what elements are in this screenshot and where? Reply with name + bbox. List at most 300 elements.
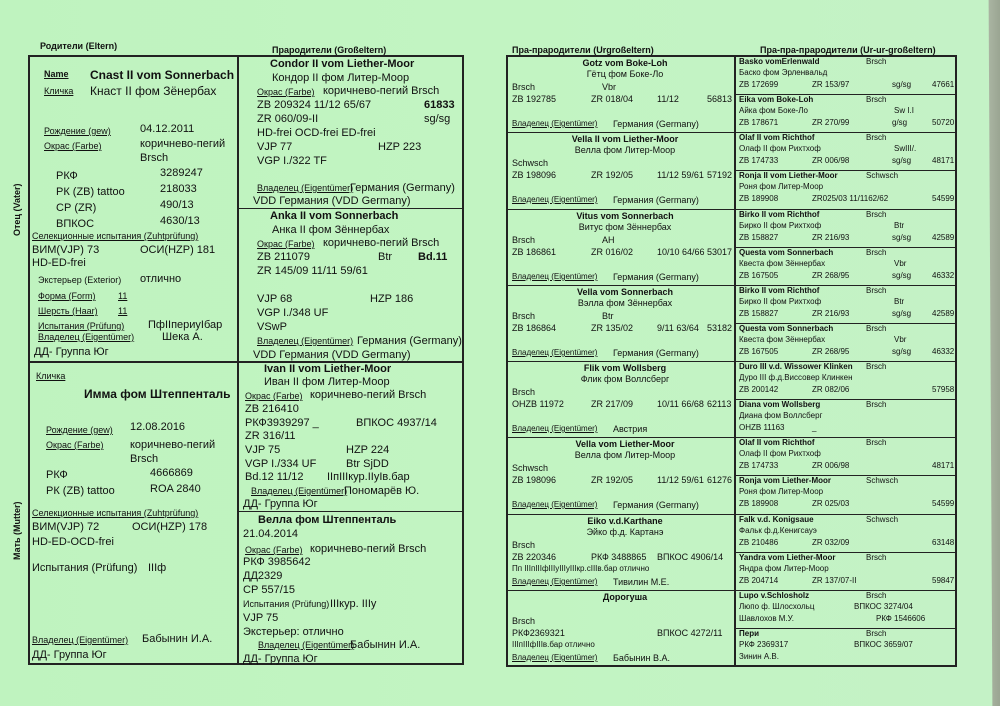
gggp-name: Eika vom Boke-Loh — [739, 95, 814, 104]
gggp-nick: Квеста фом Зённербах — [739, 259, 826, 268]
ggp-owner: Австрия — [613, 424, 648, 434]
gggp-name: Yandra vom Liether-Moor — [739, 553, 836, 562]
gp1-extra2: sg/sg — [424, 113, 451, 125]
gggp-n: 63148 — [932, 538, 955, 547]
gp4-line2: ДД2329 — [243, 570, 283, 582]
gggp-n: 57958 — [932, 385, 955, 394]
gp2-line5: VGP I./348 UF — [257, 307, 329, 319]
gggp-zb: ZB 174733 — [739, 461, 779, 470]
father-zb-label: РК (ZB) tattoo — [56, 186, 125, 198]
gp3-line1: ZB 216410 — [245, 403, 299, 415]
gp4-owner-label: Владелец (Eigentümer) — [258, 640, 355, 650]
gggp-zb: ВПКОС 3274/04 — [854, 602, 913, 611]
gp2-line4: VJP 68 — [257, 293, 293, 305]
father-dob: 04.12.2011 — [140, 123, 195, 135]
gp1-line4: VJP 77 — [257, 141, 293, 153]
gp1-breeder: VDD Германия (VDD Germany) — [253, 195, 411, 207]
gggp-nick: Бирко II фом Рихтхоф — [739, 297, 822, 306]
gp2-color: коричнево-пегий Brsch — [323, 237, 440, 249]
gp3-line3: ZR 316/11 — [245, 430, 296, 442]
gggp-zr: ZR 137/07-II — [812, 576, 857, 585]
gggp-name: Basko vomErlenwald — [739, 57, 820, 66]
gggp-c2: SwIII/. — [894, 144, 917, 153]
father-owner-label: Владелец (Eigentümer) — [38, 332, 135, 342]
mother-tests-label: Испытания (Prüfung) — [32, 562, 138, 574]
gggp-nick: Олаф II фом Рихтхоф — [739, 449, 821, 458]
father-hair-label: Шерсть (Haar) — [38, 306, 98, 316]
gggp-nick: Люпо ф. Шлосхольц — [739, 602, 815, 611]
father-vpkos: 4630/13 — [160, 215, 200, 227]
ggp-owner: Бабынин В.А. — [613, 653, 671, 663]
gggp-g: g/sg — [892, 118, 908, 127]
mother-owner: Бабынин И.А. — [142, 633, 213, 645]
gp4-tests: IIIкур. IIIу — [330, 598, 377, 610]
gp4-line3: СР 557/15 — [243, 584, 295, 596]
father-zb: 218033 — [160, 183, 197, 195]
gp2-nick: Анка II фом Зённербах — [272, 224, 390, 236]
ggp-zb: ZB 198096 — [512, 170, 557, 180]
father-mother-divider — [28, 361, 464, 363]
gp4-name: Велла фом Штеппенталь — [258, 514, 397, 526]
gp3-owner: Пономарёв Ю. — [344, 485, 420, 497]
header-great-great-grandparents: Пра-пра-прародители (Ur-ur-großeltern) — [760, 45, 936, 55]
gggp-zr: _ — [812, 423, 817, 432]
gggp-n: 46332 — [932, 271, 955, 280]
gggp-g: sg/sg — [892, 271, 912, 280]
father-rkf-label: РКФ — [56, 170, 78, 182]
ggp-zb: ZB 220346 — [512, 552, 557, 562]
gggp-nick: Айка фом Боке-Ло — [739, 106, 809, 115]
ggp-zr: ZR 018/04 — [591, 94, 634, 104]
gggp-name: Questa vom Sonnerbach — [739, 324, 834, 333]
ggp-zr: ZR 192/05 — [591, 475, 634, 485]
ggp-owner-label: Владелец (Eigentümer) — [512, 577, 598, 586]
gp1-owner-label: Владелец (Eigentümer) — [257, 183, 354, 193]
parents-divider — [237, 56, 239, 664]
gggp-nick: Яндра фом Литер-Моор — [739, 564, 829, 573]
gggp-c: Brsch — [866, 362, 887, 371]
gp4-color: коричнево-пегий Brsch — [310, 543, 427, 555]
gggp-zb: ZB 174733 — [739, 156, 779, 165]
ggp-c1: Brsch — [512, 235, 536, 245]
ggp-cell-divider — [507, 132, 734, 133]
ggp-name: Vitus vom Sonnerbach — [576, 211, 674, 221]
gggp-name: Duro III v.d. Wissower Klinken — [739, 362, 853, 371]
gp1-line3: HD-frei OCD-frei ED-frei — [257, 127, 376, 139]
gggp-c2: Btr — [894, 297, 905, 306]
ggp-c2: Btr — [602, 311, 614, 321]
father-tests-label: Испытания (Prüfung) — [38, 321, 125, 331]
gggp-zr: ZR 032/09 — [812, 538, 850, 547]
ggp-nick: Флик фом Воллсберг — [580, 374, 670, 384]
father-form-label: Форма (Form) — [38, 291, 96, 301]
gp1-nick: Кондор II фом Литер-Моор — [272, 72, 410, 84]
gggp-zb: ВПКОС 3659/07 — [854, 640, 913, 649]
ggp-c1: Schwsch — [512, 158, 549, 168]
gp3-breeder: ДД- Группа Юг — [243, 498, 318, 510]
father-name: Cnast II vom Sonnerbach — [90, 68, 235, 82]
gggp-g: sg/sg — [892, 80, 912, 89]
ggp-d: 9/11 63/64 — [657, 323, 699, 333]
ggp-n: 53182 — [707, 323, 733, 333]
gp3-extra2: HZP 224 — [346, 444, 390, 456]
gggp-zr: ZR 006/98 — [812, 461, 850, 470]
father-color-label: Окрас (Farbe) — [44, 141, 102, 151]
gp3-color-label: Окрас (Farbe) — [245, 391, 303, 401]
mother-rkf-label: РКФ — [46, 469, 68, 481]
gggp-zb: ZB 178671 — [739, 118, 779, 127]
gggp-c: Brsch — [866, 248, 887, 257]
gggp-c: Brsch — [866, 95, 887, 104]
father-color: коричнево-пегий — [140, 138, 226, 150]
gggp-name: Olaf II vom Richthof — [739, 438, 815, 447]
gggp-n: 50720 — [932, 118, 955, 127]
ggp-name: Vella II vom Liether-Moor — [571, 134, 679, 144]
gggp-nick: Дуро III ф.д.Виссовер Клинкен — [739, 373, 853, 382]
gggp-nick: Роня фом Литер-Моор — [739, 182, 824, 191]
header-great-grandparents: Пра-прародители (Urgroßeltern) — [512, 45, 654, 55]
ggp-d: 11/12 59/61 — [657, 475, 704, 485]
father-breeder: ДД- Группа Юг — [34, 346, 109, 358]
ggp-owner-label: Владелец (Eigentümer) — [512, 500, 598, 509]
gggp-c2: Vbr — [894, 335, 907, 344]
ggp-cell-divider — [507, 590, 734, 591]
gggp-c: Brsch — [866, 591, 887, 600]
ggp-c1: Brsch — [512, 540, 536, 550]
gp3-owner-label: Владелец (Eigentümer) — [251, 486, 348, 496]
father-hair: 11 — [118, 306, 128, 316]
father-ext: отлично — [140, 273, 182, 285]
gggp-c: Brsch — [866, 57, 887, 66]
gggp-zr: ZR 216/93 — [812, 309, 850, 318]
father-tests: ПфIIпериуIбар — [148, 319, 223, 331]
ggp-n: 61276 — [707, 475, 733, 485]
gggp-zr: ZR 268/95 — [812, 347, 850, 356]
ggp-zb: OHZB 11972 — [512, 399, 564, 409]
father-zr: 490/13 — [160, 199, 194, 211]
gggp-nick: Квеста фом Зённербах — [739, 335, 826, 344]
ggp-name: Vella vom Liether-Moor — [575, 439, 675, 449]
father-select-label: Селекционные испытания (Zuhtprüfung) — [32, 231, 199, 241]
ggp-nick: Эйко ф.д. Картанэ — [586, 527, 664, 537]
gp2-name: Anka II vom Sonnerbach — [270, 210, 399, 222]
gggp-n: 46332 — [932, 347, 955, 356]
gggp-zr: ZR025/03 11/1162/62 — [812, 194, 889, 203]
gggp-c: Schwsch — [866, 171, 899, 180]
ggp-extra: Пп IIIпIIIфIIIуIIIуIIIкр.сIIIв.бар отлично — [512, 564, 650, 573]
ggp-owner-label: Владелец (Eigentümer) — [512, 424, 598, 433]
ggp-zb: ZB 186864 — [512, 323, 557, 333]
ggp-zb: ZB 198096 — [512, 475, 557, 485]
gggp-zb: ZB 167505 — [739, 271, 779, 280]
gp3-line4: VJP 75 — [245, 444, 281, 456]
gggp-c2: Btr — [894, 221, 905, 230]
gggp-zb: ZB 189908 — [739, 499, 779, 508]
gggp-name: Questa vom Sonnerbach — [739, 248, 834, 257]
mother-tests: IIIф — [148, 562, 167, 574]
father-name-label: Name — [44, 69, 69, 79]
mother-color-label: Окрас (Farbe) — [46, 440, 104, 450]
gggp-zb: ZB 204714 — [739, 576, 779, 585]
gp4-ext: Экстерьер: отлично — [243, 626, 344, 638]
gggp-name: Diana vom Wollsberg — [739, 400, 821, 409]
ggp-zr: ZR 217/09 — [591, 399, 634, 409]
gggp-g: sg/sg — [892, 309, 912, 318]
ggp-cell-divider — [507, 361, 734, 362]
ggp-owner: Германия (Germany) — [613, 348, 699, 358]
gggp-c: Brsch — [866, 324, 887, 333]
ggp-owner: Германия (Germany) — [613, 272, 699, 282]
gggp-nick: РКФ 2369317 — [739, 640, 789, 649]
ggp-n: 62113 — [707, 399, 732, 409]
mother-owner-label: Владелец (Eigentümer) — [32, 635, 129, 645]
gggp-name: Falk v.d. Konigsaue — [739, 515, 814, 524]
father-hd: HD-ED-frei — [32, 257, 86, 269]
mother-zb: ROA 2840 — [150, 483, 201, 495]
father-nick-label: Кличка — [44, 86, 74, 96]
gggp-nick: Роня фом Литер-Моор — [739, 487, 824, 496]
ggp-zr: ZR 135/02 — [591, 323, 634, 333]
gp3-line2: РКФ3939297 _ — [245, 417, 319, 429]
ggp-c1: Brsch — [512, 311, 536, 321]
gp2-extra2: Bd.11 — [418, 251, 448, 263]
gp1-extra1: 61833 — [424, 99, 455, 111]
gggp-zr: ZR 268/95 — [812, 271, 850, 280]
gp1-extra3: HZP 223 — [378, 141, 422, 153]
ggp-owner: Германия (Germany) — [613, 119, 699, 129]
gggp-nick: Бирко II фом Рихтхоф — [739, 221, 822, 230]
mother-hzp: ОСИ(HZP) 178 — [132, 521, 208, 533]
gggp-nick: Диана фом Воллсберг — [739, 411, 823, 420]
gp2-extra1: Btr — [378, 251, 393, 263]
mother-color2: Brsch — [130, 453, 159, 465]
father-zr-label: СР (ZR) — [56, 202, 97, 214]
gp2-color-label: Окрас (Farbe) — [257, 239, 315, 249]
father-vjp: ВИМ(VJP) 73 — [32, 244, 100, 256]
gp1-color: коричнево-пегий Brsch — [323, 85, 440, 97]
gggp-zb: ZB 200142 — [739, 385, 779, 394]
gp1-color-label: Окрас (Farbe) — [257, 87, 315, 97]
ggp-name: Дорогуша — [602, 592, 648, 602]
gp4-tests-label: Испытания (Prüfung) — [243, 599, 330, 609]
ggp-extra: IIIпIIIфIIIв.бар отлично — [512, 640, 595, 649]
mother-breeder: ДД- Группа Юг — [32, 649, 107, 661]
gggp-zr: ZR 025/03 — [812, 499, 850, 508]
ggp-c2: Vbr — [602, 82, 617, 92]
ggp-nick: Гётц фом Боке-Ло — [586, 69, 664, 79]
gp2-line1: ZB 211079 — [257, 251, 311, 263]
gggp-g: sg/sg — [892, 347, 912, 356]
gggp-zr: ZR 082/06 — [812, 385, 850, 394]
gggp-n: 47661 — [932, 80, 955, 89]
side-label-mother: Мать (Mutter) — [12, 501, 22, 560]
ggp-d: 10/11 66/68 — [657, 399, 704, 409]
ggp-zr: ZR 016/02 — [591, 247, 634, 257]
father-nick: Кнаст II фом Зёнербах — [90, 84, 217, 98]
gggp-c: Brsch — [866, 553, 887, 562]
gggp-name: Birko II vom Richthof — [739, 210, 820, 219]
mother-dob: 12.08.2016 — [130, 421, 186, 433]
gggp-c: Brsch — [866, 286, 887, 295]
mother-dob-label: Рождение (gew) — [46, 425, 113, 435]
gggp-rkf: РКФ 1546606 — [876, 614, 926, 623]
gggp-g: sg/sg — [892, 156, 912, 165]
mother-nick-label: Кличка — [36, 371, 66, 381]
gp3-color: коричнево-пегий Brsch — [310, 389, 427, 401]
gp1-line1: ZB 209324 11/12 65/67 — [257, 99, 372, 111]
gp3-extra1: ВПКОС 4937/14 — [356, 417, 437, 429]
gggp-nick: Олаф II фом Рихтхоф — [739, 144, 821, 153]
ggp-cell-divider — [507, 209, 734, 210]
gp3-line6: Bd.12 11/12 — [245, 471, 304, 483]
father-dob-label: Рождение (gew) — [44, 126, 111, 136]
gggp-n: 54599 — [932, 194, 955, 203]
ggp-nick: Велла фом Литер-Моор — [574, 145, 676, 155]
ggp-d: 11/12 — [657, 94, 679, 104]
ggp-owner-label: Владелец (Eigentümer) — [512, 195, 598, 204]
gp-divider-1 — [238, 208, 464, 209]
mother-nick: Имма фом Штеппенталь — [84, 387, 231, 401]
gp1-owner: Германия (Germany) — [350, 182, 455, 194]
gp1-name: Condor II vom Liether-Moor — [270, 58, 415, 70]
gp3-extra3: Btr SjDD — [346, 458, 389, 470]
gggp-zb: ZB 172699 — [739, 80, 779, 89]
gggp-name: Birko II vom Richthof — [739, 286, 820, 295]
ggp-d: ВПКОС 4272/11 — [657, 628, 723, 638]
gggp-c: Brsch — [866, 133, 887, 142]
gp4-vjp: VJP 75 — [243, 612, 279, 624]
gp4-dob: 21.04.2014 — [243, 528, 299, 540]
mother-rkf: 4666869 — [150, 467, 193, 479]
gggp-c: Brsch — [866, 210, 887, 219]
ggp-c1: Schwsch — [512, 463, 549, 473]
gggp-c2: Sw I.I — [894, 106, 915, 115]
gggp-zb: ZB 210486 — [739, 538, 779, 547]
ggp-d: 10/10 64/66 — [657, 247, 705, 257]
gp3-name: Ivan II vom Liether-Moor — [264, 363, 392, 375]
gggp-c2: Vbr — [894, 259, 907, 268]
ggp-cell-divider — [507, 285, 734, 286]
gggp-name: Lupo v.Schlosholz — [739, 591, 810, 600]
ggp-d: ВПКОС 4906/14 — [657, 552, 724, 562]
ggp-owner-label: Владелец (Eigentümer) — [512, 653, 598, 662]
gggp-zb: OHZB 11163 — [739, 423, 785, 432]
gggp-zr: ZR 270/99 — [812, 118, 850, 127]
ggp-zb: ZB 186861 — [512, 247, 557, 257]
ggp-zr: ZR 192/05 — [591, 170, 634, 180]
ggp-nick: Витус фом Зённербах — [578, 222, 672, 232]
ggp-c2: AH — [602, 235, 615, 245]
gp2-owner-label: Владелец (Eigentümer) — [257, 336, 354, 346]
gp4-color-label: Окрас (Farbe) — [245, 545, 303, 555]
gggp-n: 42589 — [932, 309, 955, 318]
father-vpkos-label: ВПКОС — [56, 218, 95, 230]
gggp-n: 54599 — [932, 499, 955, 508]
gggp-c: Brsch — [866, 438, 887, 447]
gggp-nick: Баско фом Эрленвальд — [739, 68, 828, 77]
ggp-c1: Brsch — [512, 616, 536, 626]
gggp-n: 48171 — [932, 461, 955, 470]
header-parents: Родители (Eltern) — [40, 41, 118, 51]
gggp-name: Пери — [739, 629, 760, 638]
gggp-owner: Зинин А.В. — [739, 652, 779, 661]
gp3-line5: VGP I./334 UF — [245, 458, 317, 470]
father-hzp: ОСИ(HZP) 181 — [140, 244, 216, 256]
gggp-n: 48171 — [932, 156, 955, 165]
gggp-zb: ZB 158827 — [739, 309, 779, 318]
gggp-zb: ZB 158827 — [739, 233, 779, 242]
ggp-n: 56813 — [707, 94, 733, 104]
gp3-nick: Иван II фом Литер-Моор — [264, 376, 390, 388]
ggp-d: 11/12 59/61 — [657, 170, 704, 180]
father-form: 11 — [118, 291, 128, 301]
ggp-n: 57192 — [707, 170, 733, 180]
header-grandparents: Прародители (Großeltern) — [272, 45, 387, 55]
gggp-c: Schwsch — [866, 515, 899, 524]
ggp-cell-divider — [507, 514, 734, 515]
gp3-extra4: IIпIIIкур.IIуIв.бар — [327, 471, 410, 483]
gp1-line2: ZR 060/09-II — [257, 113, 319, 125]
gp2-extra3: HZP 186 — [370, 293, 414, 305]
gp4-owner: Бабынин И.А. — [350, 639, 421, 651]
side-label-father: Отец (Vater) — [12, 183, 22, 236]
gp4-breeder: ДД- Группа Юг — [243, 653, 318, 665]
father-ext-label: Экстерьер (Exterior) — [38, 275, 122, 285]
ggp-name: Gotz vom Boke-Loh — [582, 58, 668, 68]
gggp-nick: Фальк ф.д.Кенигсауэ — [739, 526, 817, 535]
mother-color: коричнево-пегий — [130, 439, 216, 451]
gp2-owner: Германия (Germany) — [357, 335, 462, 347]
ggp-cell-divider — [507, 437, 734, 438]
gp2-line6: VSwP — [257, 321, 287, 333]
ggp-owner-label: Владелец (Eigentümer) — [512, 348, 598, 357]
gggp-c: Brsch — [866, 400, 887, 409]
father-owner: Шека А. — [162, 331, 203, 343]
gp1-line5: VGP I./322 TF — [257, 155, 327, 167]
gggp-cell-divider — [736, 628, 956, 629]
ggp-name: Vella vom Sonnerbach — [576, 287, 674, 297]
father-rkf: 3289247 — [160, 167, 203, 179]
gggp-c: Brsch — [866, 629, 887, 638]
ggp-c1: Brsch — [512, 387, 536, 397]
gggp-g: sg/sg — [892, 233, 912, 242]
ggp-nick: Вэлла фом Зённербах — [577, 298, 673, 308]
ggp-n: 53017 — [707, 247, 733, 257]
ggp-zb: РКФ2369321 — [512, 628, 565, 638]
mother-select-label: Селекционные испытания (Zuhtprüfung) — [32, 508, 199, 518]
gp-divider-2 — [238, 511, 464, 512]
gggp-name: Ronja II vom Liether-Moor — [739, 171, 838, 180]
gggp-name: Olaf II vom Richthof — [739, 133, 815, 142]
mother-hd: HD-ED-OCD-frei — [32, 536, 114, 548]
gggp-name: Ronja vom Liether-Moor — [739, 476, 832, 485]
gggp-owner: Шавлохов М.У. — [739, 614, 794, 623]
ggp-nick: Велла фом Литер-Моор — [574, 450, 676, 460]
ggp-zr: РКФ 3488865 — [591, 552, 647, 562]
gggp-c: Schwsch — [866, 476, 899, 485]
ggp-name: Flik vom Wollsberg — [583, 363, 667, 373]
gp2-breeder: VDD Германия (VDD Germany) — [253, 349, 411, 361]
gggp-zb: ZB 167505 — [739, 347, 779, 356]
mother-vjp: ВИМ(VJP) 72 — [32, 521, 100, 533]
gggp-zr: ZR 216/93 — [812, 233, 850, 242]
gp4-line1: РКФ 3985642 — [243, 556, 311, 568]
ggp-owner: Германия (Germany) — [613, 195, 699, 205]
gggp-n: 59847 — [932, 576, 955, 585]
ggp-owner: Германия (Germany) — [613, 500, 699, 510]
ggp-owner-label: Владелец (Eigentümer) — [512, 119, 598, 128]
father-color2: Brsch — [140, 152, 169, 164]
